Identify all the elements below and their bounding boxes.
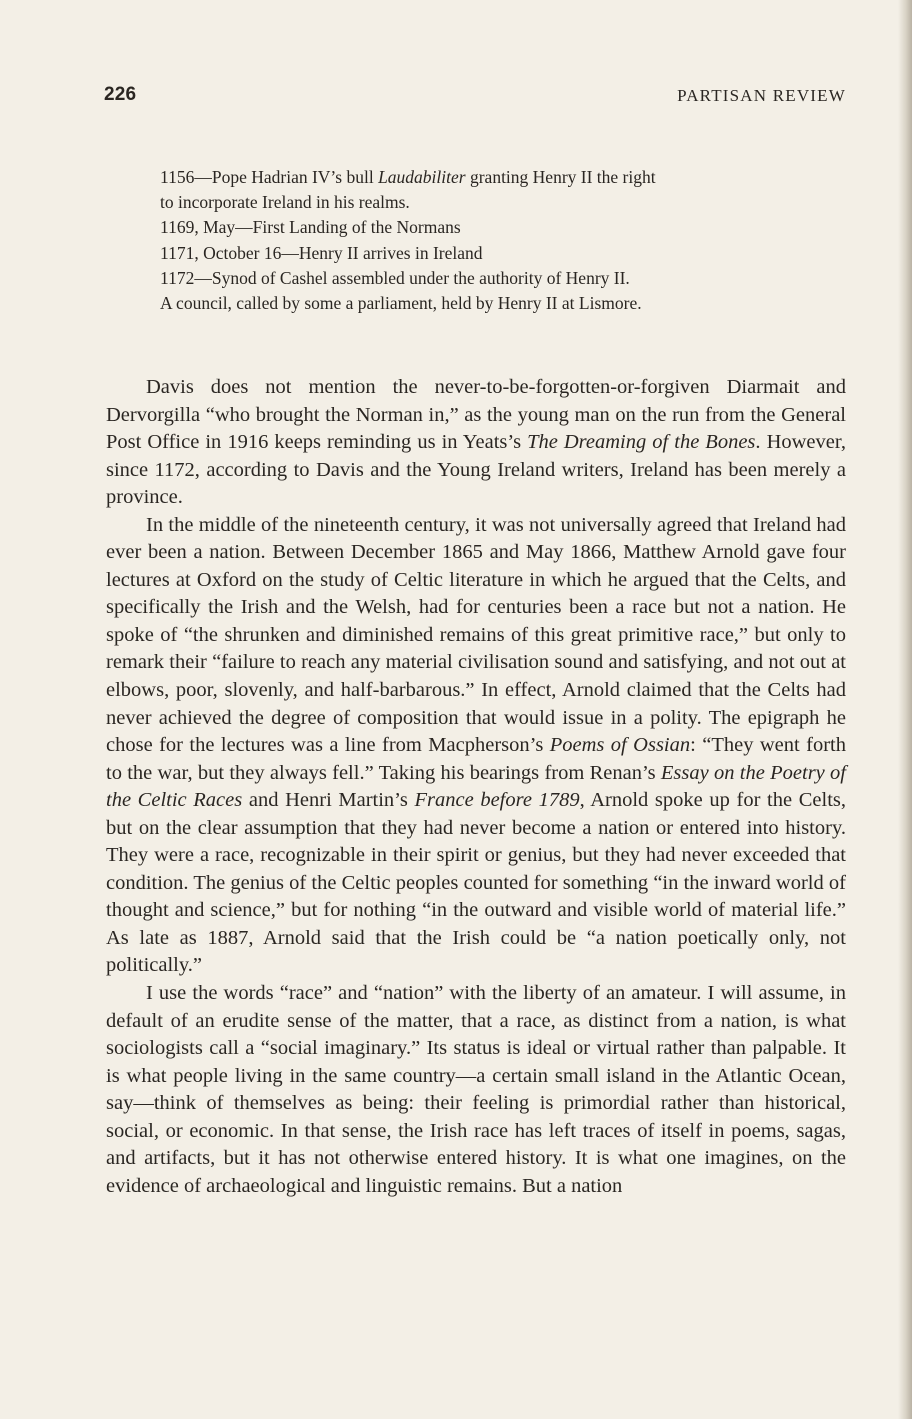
body-text: [106, 374, 846, 1200]
chronology-entry-ccouncil: A council, called by some a parliament, held by Henry II at Lismore.: [160, 293, 642, 314]
page-edge-shadow: [898, 0, 912, 1419]
chronology-entry-c1156: 1156—Pope Hadrian IV’s bull Laudabiliter granting Henry II the right to incorporate Ireland in his realms.: [160, 167, 656, 213]
page-header: [104, 84, 846, 112]
page-number: 226: [104, 84, 137, 105]
body-paragraph: Davis does not mention the never-to-be-forgotten-or-forgiven Diarmait and Dervorgilla “who brought the Norman in,” as the young man on the run from the General Post Office in 1916 keeps reminding us in Yeats’s The Dreaming of the Bones. However, since 1172, according to Davis and the Young Ireland writers, Ireland has been merely a province.: [106, 376, 847, 509]
chronology-list: [160, 165, 800, 316]
body-paragraph: In the middle of the nineteenth century, it was not universally agreed that Ireland had ever been a nation. Between December 1865 and May 1866, Matthew Arnold gave four lectures at Oxford on the study of Celtic literature in which he argued that the Celts, and specifically the Irish and the Welsh, had for centuries been a race but not a nation. He spoke of “the shrunken and diminished remains of this great primitive race,” but only to remark their “failure to reach any material civilisation sound and satisfying, and not out at elbows, poor, slovenly, and half-barbarous.” In effect, Arnold claimed that the Celts had never achieved the degree of composition that would issue in a polity. The epigraph he chose for the lectures was a line from Macpherson’s Poems of Ossian: “They went forth to the war, but they always fell.” Taking his bearings from Renan’s Essay on the Poetry of the Celtic Races and Henri Martin’s France before 1789, Arnold spoke up for the Celts, but on the clear assumption that they had never become a nation or entered into history. They were a race, recognizable in their spirit or genius, but they had never exceeded that condition. The genius of the Celtic peoples counted for something “in the inward world of thought and science,” but for nothing “in the outward and visible world of material life.” As late as 1887, Arnold said that the Irish could be “a nation poetically only, not politically.”: [106, 513, 846, 977]
chronology-entry-c1171: 1171, October 16—Henry II arrives in Ireland: [160, 242, 483, 263]
chronology-entry-c1172: 1172—Synod of Cashel assembled under the authority of Henry II.: [160, 267, 630, 288]
running-head: PARTISAN REVIEW: [677, 86, 846, 105]
body-paragraph: I use the words “race” and “nation” with the liberty of an amateur. I will assume, in default of an erudite sense of the matter, that a race, as distinct from a nation, is what sociologists call a “social imaginary.” Its status is ideal or virtual rather than palpable. It is what people living in the same country—a certain small island in the Atlantic Ocean, say—think of themselves as being: their feeling is primordial rather than historical, social, or economic. In that sense, the Irish race has left traces of itself in poems, sagas, and artifacts, but it has not otherwise entered history. It is what one imagines, on the evidence of archaeological and linguistic remains. But a nation: [106, 982, 846, 1197]
chronology-entry-c1169: 1169, May—First Landing of the Normans: [160, 217, 461, 238]
